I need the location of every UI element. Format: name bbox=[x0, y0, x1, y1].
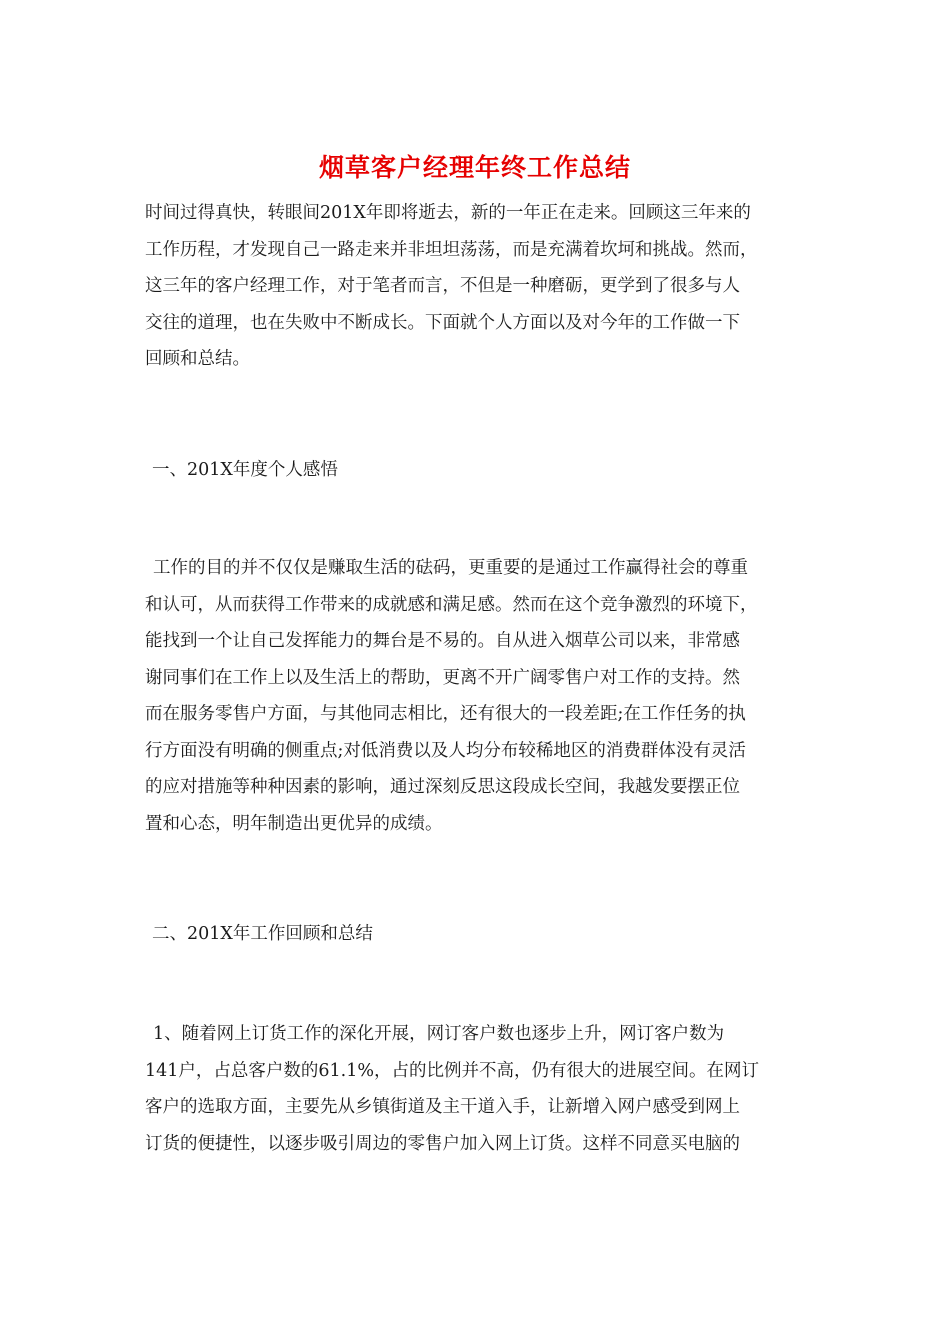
text-line: 时间过得真快，转眼间201X年即将逝去，新的一年正在走来。回顾这三年来的 bbox=[145, 203, 751, 223]
section-heading-text: 二、201X年工作回顾和总结 bbox=[152, 924, 373, 944]
text-line: 1、随着网上订货工作的深化开展，网订客户数也逐步上升，网订客户数为 bbox=[153, 1024, 725, 1044]
text-line: 客户的选取方面，主要先从乡镇街道及主干道入手，让新增入网户感受到网上 bbox=[145, 1097, 740, 1117]
section-one-paragraph bbox=[145, 550, 810, 842]
text-line: 141户，占总客户数的61.1%，占的比例并不高，仍有很大的进展空间。在网订 bbox=[145, 1060, 759, 1081]
section-heading-two bbox=[152, 916, 817, 953]
section-two-paragraph bbox=[145, 1016, 810, 1162]
text-line: 置和心态，明年制造出更优异的成绩。 bbox=[145, 813, 443, 834]
intro-paragraph bbox=[145, 195, 810, 378]
text-line: 而在服务零售户方面，与其他同志相比，还有很大的一段差距;在工作任务的执 bbox=[145, 704, 746, 724]
text-line: 能找到一个让自己发挥能力的舞台是不易的。自从进入烟草公司以来，非常感 bbox=[145, 631, 740, 651]
text-line: 和认可，从而获得工作带来的成就感和满足感。然而在这个竞争激烈的环境下， bbox=[145, 594, 758, 615]
text-line: 这三年的客户经理工作，对于笔者而言，不但是一种磨砺，更学到了很多与人 bbox=[145, 276, 740, 296]
text-line: 的应对措施等种种因素的影响，通过深刻反思这段成长空间，我越发要摆正位 bbox=[145, 777, 740, 797]
text-line: 工作历程，才发现自己一路走来并非坦坦荡荡，而是充满着坎坷和挑战。然而， bbox=[145, 239, 758, 260]
text-line: 工作的目的并不仅仅是赚取生活的砝码，更重要的是通过工作赢得社会的尊重 bbox=[153, 558, 748, 578]
text-line: 行方面没有明确的侧重点;对低消费以及人均分布较稀地区的消费群体没有灵活 bbox=[145, 740, 746, 761]
text-line: 交往的道理，也在失败中不断成长。下面就个人方面以及对今年的工作做一下 bbox=[145, 312, 740, 333]
text-line: 订货的便捷性，以逐步吸引周边的零售户加入网上订货。这样不同意买电脑的 bbox=[145, 1133, 740, 1154]
text-line: 回顾和总结。 bbox=[145, 349, 250, 369]
section-heading-one bbox=[152, 452, 817, 489]
text-line: 谢同事们在工作上以及生活上的帮助，更离不开广阔零售户对工作的支持。然 bbox=[145, 667, 740, 688]
document-title: 烟草客户经理年终工作总结 bbox=[318, 153, 631, 182]
section-heading-text: 一、201X年度个人感悟 bbox=[152, 460, 338, 480]
